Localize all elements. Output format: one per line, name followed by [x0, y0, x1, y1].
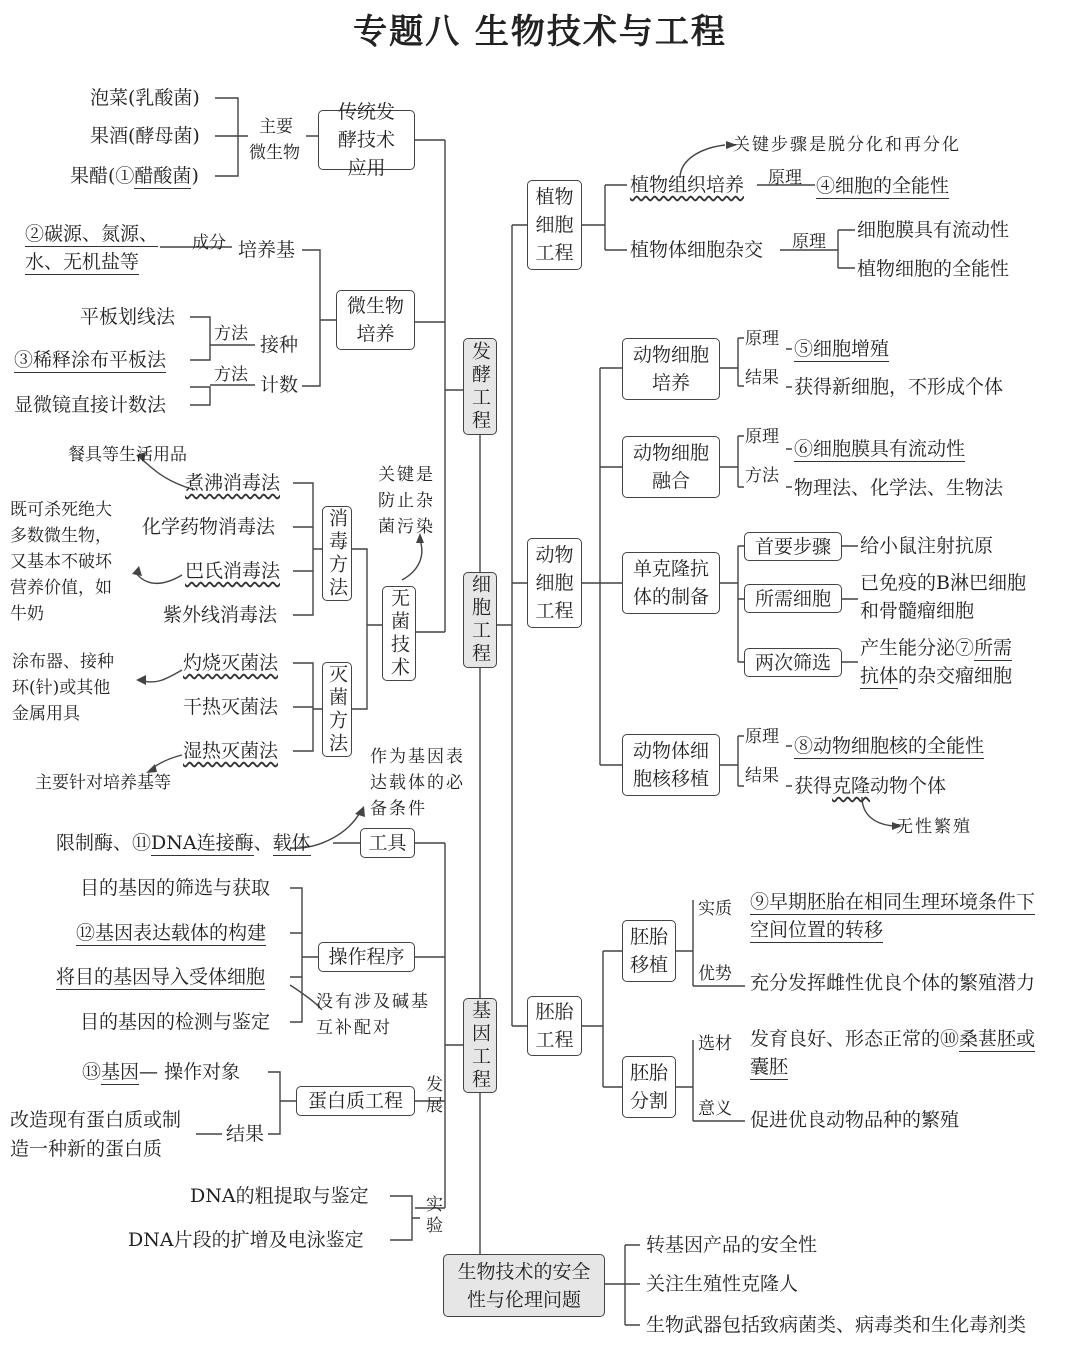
et-essence-1: ⑨早期胚胎在相同生理环境条件下: [750, 891, 1036, 913]
ganre-label: 干热灭菌法: [183, 696, 279, 718]
animal-cell-engineering-box: 动物细胞工程: [527, 538, 582, 628]
kesha-note-1: 既可杀死绝大: [10, 500, 112, 520]
es-material-1: 发育良好、形态正常的⑩桑葚胚或: [750, 1028, 1036, 1050]
medium-answer-line1: ②碳源、氮源、: [25, 223, 159, 245]
animal-cell-culture-box: 动物细胞培养: [622, 338, 720, 400]
yiyi-label: 意义: [698, 1099, 732, 1119]
hybrid-principle-1: 细胞膜具有流动性: [857, 219, 1010, 241]
microbe-culture-box: 微生物培养: [336, 290, 415, 350]
yuanli-label-5: 原理: [745, 727, 779, 747]
guanjian-note-3: 菌污染: [378, 517, 435, 537]
procedure-box: 操作程序: [318, 942, 415, 972]
shizhi-label: 实质: [698, 899, 732, 919]
step-4: 目的基因的检测与鉴定: [80, 1011, 271, 1033]
yuanli-label-3: 原理: [745, 329, 779, 349]
canju-note: 餐具等生活用品: [68, 445, 187, 465]
protein-engineering-box: 蛋白质工程: [296, 1086, 415, 1116]
embryo-transfer-box: 胚胎移植: [622, 920, 676, 982]
zaiti-note-3: 备条件: [370, 799, 427, 819]
nt-principle: ⑧动物细胞核的全能性: [794, 735, 985, 757]
jishu-label: 计数: [260, 374, 299, 396]
needed-cells-value-1: 已免疫的B淋巴细胞: [860, 572, 1026, 594]
cell-engineering-node: 细胞工程: [463, 572, 497, 668]
gaizao-line-2: 造一种新的蛋白质: [10, 1138, 163, 1160]
guojiu-label: 果酒(酵母菌): [90, 125, 200, 147]
page-title: 专题八 生物技术与工程: [353, 12, 727, 52]
safety-ethics-node: 生物技术的安全性与伦理问题: [443, 1254, 605, 1317]
peiyangji-label: 培养基: [238, 239, 296, 261]
key-step-note: 关键步骤是脱分化和再分化: [733, 135, 961, 155]
kesha-note-4: 营养价值，如: [10, 578, 112, 598]
asexual-note: 无性繁殖: [896, 817, 972, 837]
monoclonal-antibody-box: 单克隆抗体的制备: [622, 552, 720, 614]
huaxue-label: 化学药物消毒法: [142, 516, 276, 538]
kesha-note-3: 又基本不破坏: [10, 552, 112, 572]
sterile-technique-box: 无菌技术: [382, 586, 416, 681]
safety-item-1: 转基因产品的安全性: [646, 1234, 818, 1256]
jiezhong-label: 接种: [260, 334, 299, 356]
zhuoshao-label: 灼烧灭菌法: [183, 652, 279, 674]
guanjian-note-1: 关键是: [378, 465, 435, 485]
plant-principle: ④细胞的全能性: [816, 175, 950, 197]
screening-value-2: 抗体的杂交瘤细胞: [860, 665, 1013, 687]
animal-cell-fusion-box: 动物细胞融合: [622, 436, 720, 498]
fangfa-label-2: 方法: [214, 365, 248, 385]
fusion-principle: ⑥细胞膜具有流动性: [794, 438, 966, 460]
zaiti-note-2: 达载体的必: [370, 773, 465, 793]
shire-label: 湿热灭菌法: [183, 740, 279, 762]
paocai-label: 泡菜(乳酸菌): [90, 87, 200, 109]
needed-cells-value-2: 和骨髓瘤细胞: [860, 600, 975, 622]
plant-cell-engineering-box: 植物细胞工程: [527, 180, 582, 270]
hybrid-principle-2: 植物细胞的全能性: [857, 258, 1010, 280]
et-advantage: 充分发挥雌性优良个体的繁殖潜力: [750, 972, 1036, 994]
safety-item-3: 生物武器包括致病菌类、病毒类和生化毒剂类: [646, 1314, 1027, 1336]
culture-principle: ⑤细胞增殖: [794, 338, 890, 360]
fangfa-label-1: 方法: [214, 324, 248, 344]
traditional-fermentation-box: 传统发酵技术应用: [318, 110, 415, 170]
kesha-note-2: 多数微生物，: [10, 526, 112, 546]
tissue-culture-label: 植物组织培养: [630, 174, 745, 196]
guocu-label: 果醋(①醋酸菌): [70, 165, 199, 187]
step-1: 目的基因的筛选与获取: [80, 877, 271, 899]
needed-cells-box: 所需细胞: [744, 584, 842, 613]
no-pair-note-1: 没有涉及碱基: [316, 992, 430, 1012]
chengfen-label: 成分: [192, 233, 226, 253]
gaizao-line-1: 改造现有蛋白质或制: [10, 1109, 182, 1131]
xishi-label: ③稀释涂布平板法: [14, 349, 167, 371]
yuanli-label-2: 原理: [792, 232, 826, 252]
fusion-methods: 物理法、化学法、生物法: [794, 477, 1004, 499]
jieguo-label-2: 结果: [745, 766, 779, 786]
embryo-engineering-box: 胚胎工程: [527, 996, 582, 1056]
fermentation-engineering-node: 发酵工程: [463, 338, 497, 435]
yuanli-label-4: 原理: [745, 427, 779, 447]
first-step-value: 给小鼠注射抗原: [860, 535, 994, 557]
step-3: 将目的基因导入受体细胞: [56, 966, 266, 988]
zhufei-label: 煮沸消毒法: [185, 472, 281, 494]
dna-experiment-1: DNA的粗提取与鉴定: [190, 1185, 369, 1207]
fangfa-label-3: 方法: [745, 466, 779, 486]
yuanli-label-1: 原理: [768, 168, 802, 188]
zaiti-note-1: 作为基因表: [370, 747, 465, 767]
disinfection-methods-box: 消毒方法: [322, 506, 352, 601]
bashi-label: 巴氏消毒法: [185, 560, 281, 582]
tubu-note-3: 金属用具: [12, 704, 80, 724]
jieguo-label-1: 结果: [745, 368, 779, 388]
shiyan-label: 实验: [422, 1195, 442, 1237]
first-step-box: 首要步骤: [744, 532, 842, 561]
gene-target-label: ⑬基因— 操作对象: [82, 1061, 241, 1083]
es-material-2: 囊胚: [750, 1056, 789, 1078]
guanjian-note-2: 防止杂: [378, 491, 435, 511]
somatic-hybrid-label: 植物体细胞杂交: [630, 239, 764, 261]
tools-box: 工具: [360, 828, 415, 858]
gene-engineering-node: 基因工程: [463, 998, 497, 1093]
jieguo-label: 结果: [226, 1123, 265, 1145]
xianweijing-label: 显微镜直接计数法: [14, 394, 167, 416]
tubu-note-2: 环(针)或其他: [12, 678, 111, 698]
embryo-splitting-box: 胚胎分割: [622, 1056, 676, 1118]
et-essence-2: 空间位置的转移: [750, 919, 884, 941]
ziwai-label: 紫外线消毒法: [163, 604, 278, 626]
medium-answer-line2: 水、无机盐等: [25, 251, 140, 273]
xuancai-label: 选材: [698, 1034, 732, 1054]
culture-result: 获得新细胞，不形成个体: [794, 376, 1004, 398]
main-microbe-label-2: 微生物: [249, 143, 300, 163]
two-screening-box: 两次筛选: [744, 648, 842, 677]
main-microbe-label-1: 主要: [259, 117, 293, 137]
answer-1: 醋酸菌: [134, 165, 192, 187]
sterilization-methods-box: 灭菌方法: [322, 662, 352, 757]
pingban-label: 平板划线法: [80, 306, 176, 328]
nuclear-transfer-box: 动物体细胞核移植: [622, 734, 720, 796]
fazhan-label: 发展: [422, 1075, 442, 1117]
dna-experiment-2: DNA片段的扩增及电泳鉴定: [128, 1229, 364, 1251]
step-2: ⑫基因表达载体的构建: [76, 922, 267, 944]
screening-value-1: 产生能分泌⑦所需: [860, 637, 1013, 659]
no-pair-note-2: 互补配对: [316, 1018, 392, 1038]
kesha-note-5: 牛奶: [10, 604, 44, 624]
tubu-note-1: 涂布器、接种: [12, 652, 114, 672]
zhuyao-note: 主要针对培养基等: [35, 773, 171, 793]
tools-list: 限制酶、⑪DNA连接酶、载体: [56, 832, 311, 854]
safety-item-2: 关注生殖性克隆人: [646, 1273, 799, 1295]
nt-result: 获得克隆动物个体: [794, 775, 947, 797]
youshi-label: 优势: [698, 964, 732, 984]
es-significance: 促进优良动物品种的繁殖: [750, 1109, 960, 1131]
